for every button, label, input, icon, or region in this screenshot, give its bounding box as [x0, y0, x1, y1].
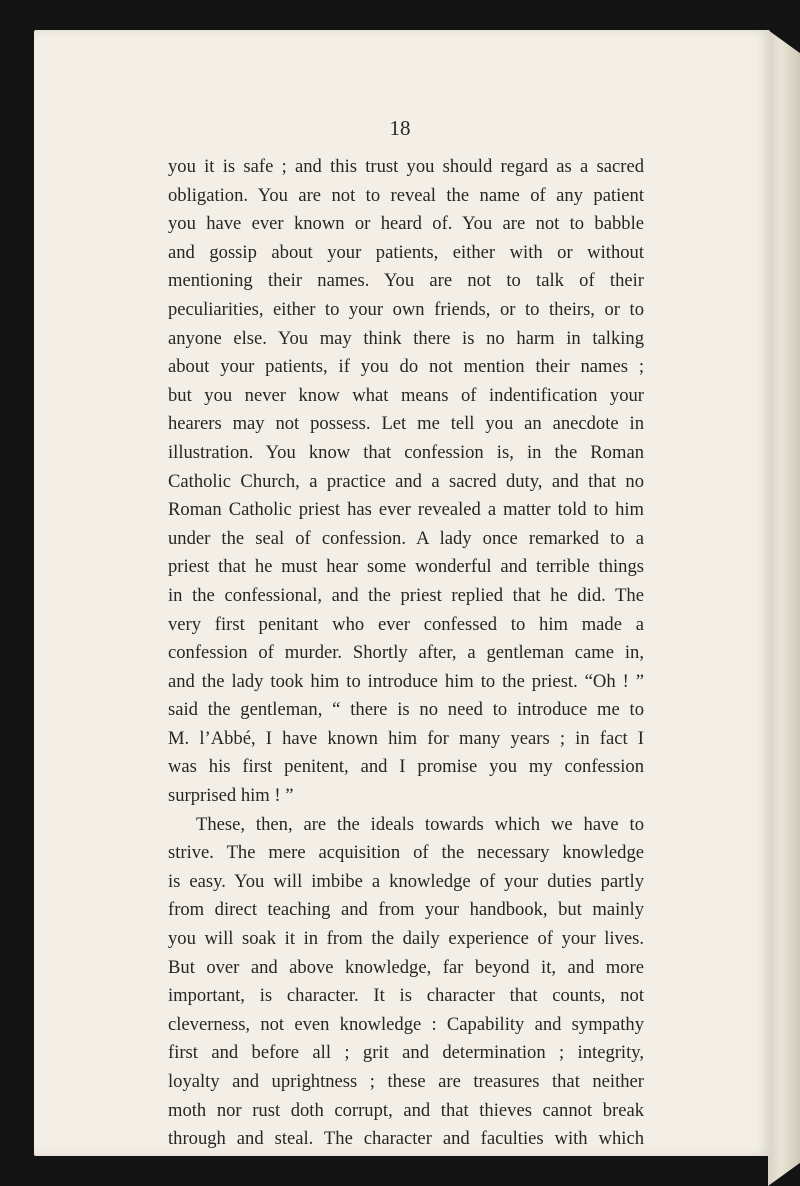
text-line: but you never know what means of indentification your — [168, 384, 644, 406]
text-line: loyalty and uprightness ; these are treasures that neither — [168, 1071, 644, 1092]
text-line: mentioning their names. You are not to talk of their — [168, 270, 644, 292]
text-line: very first penitant who ever confessed to him made a — [168, 613, 644, 635]
text-line: obligation. You are not to reveal the name of any patient — [168, 184, 644, 206]
text-line: hearers may not possess. Let me tell you an anecdote in — [168, 413, 644, 435]
text-line: in the confessional, and the priest replied that he did. The — [168, 584, 644, 606]
text-line: from direct teaching and from your handbook, but mainly — [168, 899, 644, 921]
paragraph-end-line: surprised him ! ” — [168, 785, 294, 807]
text-line: illustration. You know that confession is, in the Roman — [168, 441, 644, 463]
page-number: 18 — [389, 116, 411, 140]
paragraph-start-line: These, then, are the ideals towards which we have to — [196, 813, 644, 835]
text-line: But over and above knowledge, far beyond it, and more — [168, 956, 644, 978]
text-line: anyone else. You may think there is no harm in talking — [168, 327, 644, 349]
text-line: said the gentleman, “ there is no need to introduce me to — [168, 699, 644, 721]
text-line: strive. The mere acquisition of the necessary knowledge — [168, 842, 644, 864]
text-line: and gossip about your patients, either with or without — [168, 241, 644, 263]
text-line: priest that he must hear some wonderful and terrible things — [168, 556, 644, 578]
text-line: peculiarities, either to your own friends, or to theirs, or to — [168, 298, 644, 320]
text-line: M. l’Abbé, I have known him for many years ; in fact I — [168, 727, 644, 749]
text-line: you have ever known or heard of. You are not to babble — [168, 213, 644, 235]
text-line: Roman Catholic priest has ever revealed a matter told to him — [168, 499, 644, 521]
text-line: Catholic Church, a practice and a sacred duty, and that no — [168, 470, 644, 492]
text-line: under the seal of confession. A lady once remarked to a — [168, 527, 644, 549]
text-line: important, is character. It is character that counts, not — [168, 985, 644, 1007]
text-line: about your patients, if you do not mention their names ; — [168, 356, 644, 378]
text-line: and the lady took him to introduce him to the priest. “Oh ! ” — [168, 670, 644, 692]
text-line: first and before all ; grit and determination ; integrity, — [168, 1042, 644, 1064]
text-line: you will soak it in from the daily experience of your lives. — [168, 928, 644, 950]
text-line: you it is safe ; and this trust you should regard as a sacred — [168, 156, 644, 177]
text-line: moth nor rust doth corrupt, and that thieves cannot break — [168, 1099, 644, 1121]
adjacent-page-edge — [768, 30, 800, 1186]
body-text — [168, 153, 644, 1154]
text-line: confession of murder. Shortly after, a gentleman came in, — [168, 642, 644, 664]
text-line: through and steal. The character and faculties with which — [168, 1128, 644, 1150]
text-line: is easy. You will imbibe a knowledge of your duties partly — [168, 870, 644, 892]
text-line: cleverness, not even knowledge : Capability and sympathy — [168, 1013, 644, 1035]
text-line: was his first penitent, and I promise you my confession — [168, 756, 644, 778]
